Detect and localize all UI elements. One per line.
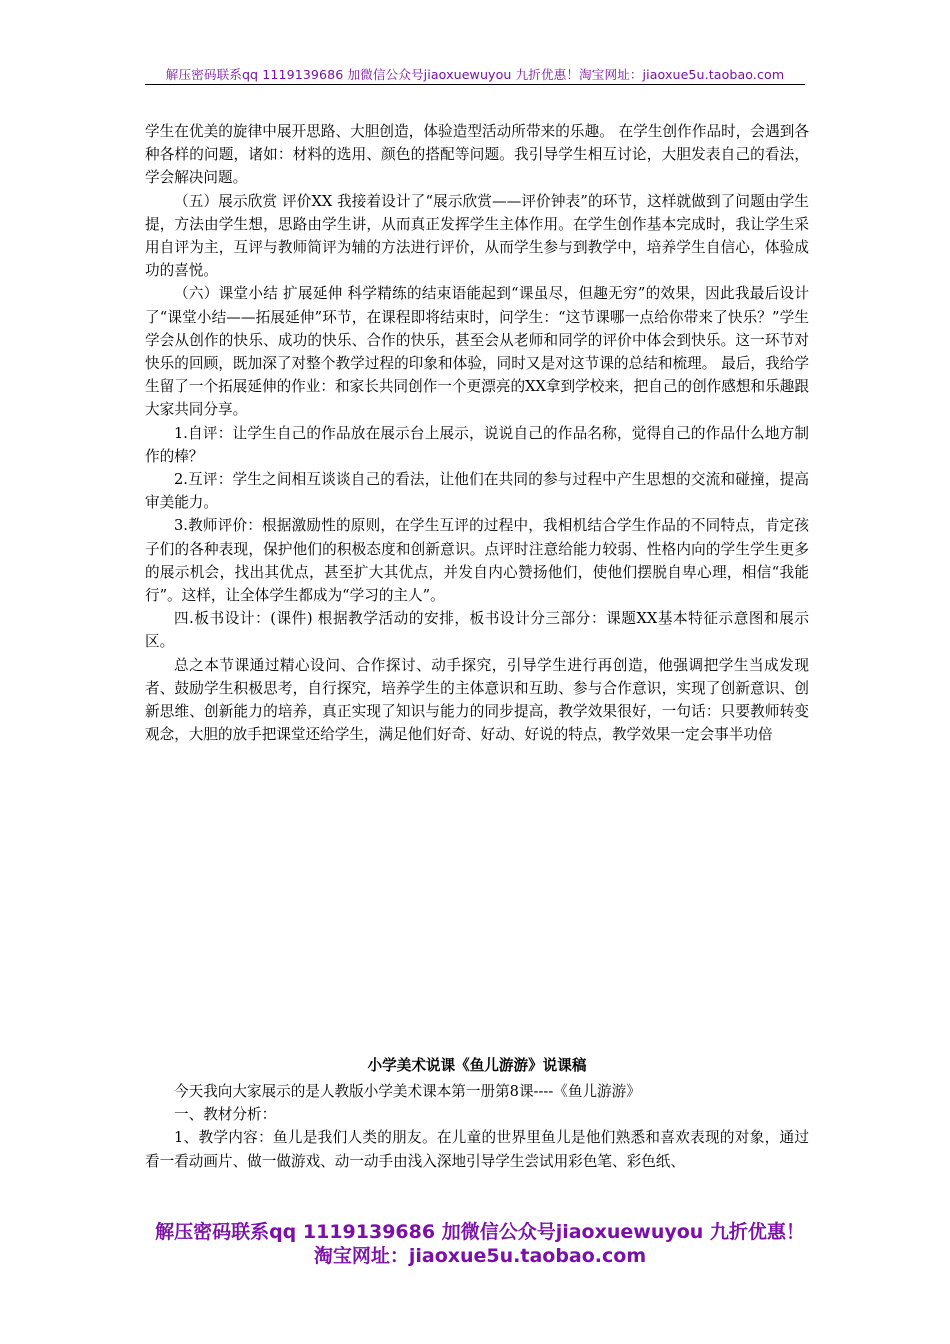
paragraph-peer-evaluation: 2.互评：学生之间相互谈谈自己的看法，让他们在共同的参与过程中产生思想的交流和碰撞，提高审美能力。	[145, 471, 809, 512]
paragraph-display-evaluation: （五）展示欣赏 评价XX 我接着设计了“展示欣赏——评价钟表”的环节，这样就做到了问题由学生提，方法由学生想，思路由学生讲，从而真正发挥学生主体作用。在学生创作基本完成时，我让学生采用自评为主，互评与教师简评为辅的方法进行评价，从而学生参与到教学中，培养学生自信心，体验成功的喜悦。	[145, 192, 809, 280]
section-title: 小学美术说课《鱼儿游游》说课稿	[367, 1057, 587, 1074]
paragraph-conclusion: 总之本节课通过精心设问、合作探讨、动手探究，引导学生进行再创造，他强调把学生当成发现者、鼓励学生积极思考，自行探究，培养学生的主体意识和互助、参与合作意识，实现了创新意识、创新思维、创新能力的培养，真正实现了知识与能力的同步提高，教学效果很好，一句话：只要教师转变观念，大胆的放手把课堂还给学生，满足他们好奇、好动、好说的特点，教学效果一定会事半功倍	[145, 656, 809, 744]
page-header-watermark: 解压密码联系qq 1119139686 加微信公众号jiaoxuewuyou 九折优惠！淘宝网址：jiaoxue5u.taobao.com	[165, 67, 785, 82]
page-footer-watermark	[145, 1220, 815, 1268]
paragraph-self-evaluation: 1.自评：让学生自己的作品放在展示台上展示，说说自己的作品名称，觉得自己的作品什么地方制作的棒？	[145, 424, 809, 465]
paragraph-summary-extension: （六）课堂小结 扩展延伸 科学精练的结束语能起到“课虽尽，但趣无穷”的效果，因此我最后设计了“课堂小结——拓展延伸”环节，在课程即将结束时，问学生：“这节课哪一点给你带来了快乐？”学生学会从创作的快乐、成功的快乐、合作的快乐，甚至会从老师和同学的评价中体会到快乐。这一环节对快乐的回顾，既加深了对整个教学过程的印象和体验，同时又是对这节课的总结和梳理。 最后，我给学生留了一个拓展延伸的作业：和家长共同创作一个更漂亮的XX拿到学校来，把自己的创作感想和乐趣跟大家共同分享。	[145, 285, 809, 419]
second-section-body	[145, 1080, 809, 1173]
paragraph-board-design: 四.板书设计：(课件) 根据教学活动的安排，板书设计分三部分：课题XX基本特征示意图和展示区。	[145, 610, 809, 651]
paragraph-teacher-evaluation: 3.教师评价：根据激励性的原则，在学生互评的过程中，我相机结合学生作品的不同特点，肯定孩子们的各种表现，保护他们的积极态度和创新意识。点评时注意给能力较弱、性格内向的学生学生更多的展示机会，找出其优点，甚至扩大其优点，并发自内心赞扬他们，使他们摆脱自卑心理，相信“我能行”。这样，让全体学生都成为“学习的主人”。	[145, 517, 809, 605]
document-body	[145, 120, 809, 746]
paragraph-continuation: 学生在优美的旋律中展开思路、大胆创造，体验造型活动所带来的乐趣。 在学生创作作品时，会遇到各种各样的问题，诸如：材料的选用、颜色的搭配等问题。我引导学生相互讨论，大胆发表自己的看法，学会解决问题。	[145, 123, 809, 187]
paragraph-heading-analysis: 一、教材分析：	[174, 1106, 277, 1124]
paragraph-intro: 今天我向大家展示的是人教版小学美术课本第一册第8课----《鱼儿游游》	[174, 1083, 641, 1100]
header-divider	[145, 84, 805, 85]
footer-line-contact: 解压密码联系qq 1119139686 加微信公众号jiaoxuewuyou 九折优惠！	[155, 1221, 805, 1243]
paragraph-teaching-content: 1、教学内容：鱼儿是我们人类的朋友。在儿童的世界里鱼儿是他们熟悉和喜欢表现的对象，通过看一看动画片、做一做游戏、动一动手由浅入深地引导学生尝试用彩色笔、彩色纸、	[145, 1129, 809, 1170]
footer-line-shop-url: 淘宝网址：jiaoxue5u.taobao.com	[313, 1245, 647, 1267]
